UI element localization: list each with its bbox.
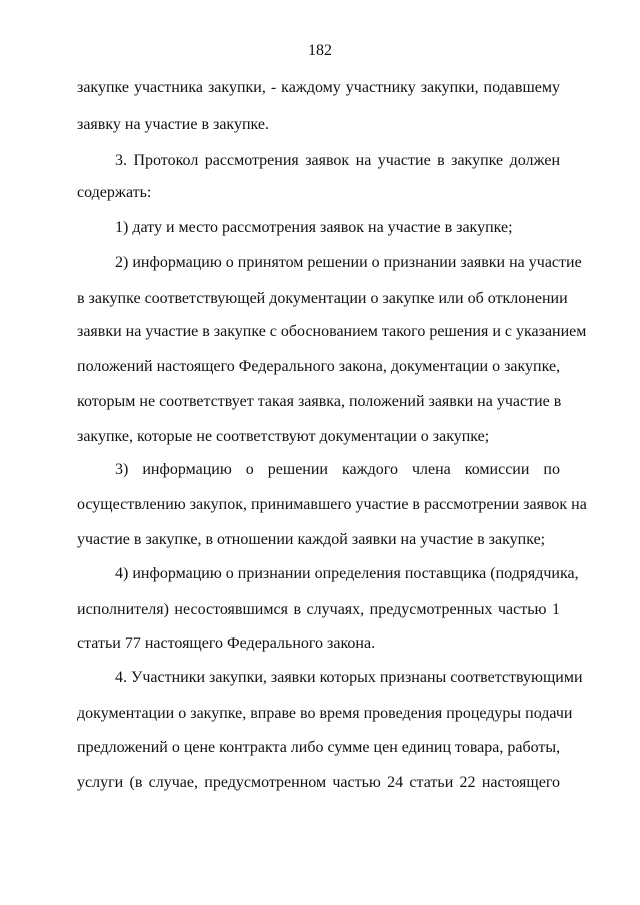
text-line: 4) информацию о признании определения поставщика (подрядчика, [115,565,579,582]
text-line: предложений о цене контракта либо сумме цен единиц товара, работы, [77,739,561,756]
text-line: участие в закупке, в отношении каждой заявки на участие в закупке; [77,531,546,548]
text-line: содержать: [77,184,152,201]
text-line: заявку на участие в закупке. [77,116,270,133]
page-number: 182 [308,42,332,59]
text-line: 1) дату и место рассмотрения заявок на участие в закупке; [115,219,513,236]
text-line: исполнителя) несостоявшимся в случаях, предусмотренных частью 1 [77,601,560,618]
text-line: осуществлению закупок, принимавшего участие в рассмотрении заявок на [77,496,587,513]
text-line: закупке участника закупки, - каждому участнику закупки, подавшему [77,79,560,96]
text-line: услуги (в случае, предусмотренном частью 24 статьи 22 настоящего [77,774,560,791]
text-line: 2) информацию о принятом решении о признании заявки на участие [115,254,582,271]
text-line: 4. Участники закупки, заявки которых признаны соответствующими [115,669,583,686]
text-line: 3. Протокол рассмотрения заявок на участие в закупке должен [115,152,560,169]
text-line: статьи 77 настоящего Федерального закона. [77,635,376,652]
text-line: заявки на участие в закупке с обоснованием такого решения и с указанием [77,323,587,340]
text-line: положений настоящего Федерального закона, документации о закупке, [77,358,561,375]
text-line: 3) информацию о решении каждого члена комиссии по [115,461,560,478]
text-line: в закупке соответствующей документации о закупке или об отклонении [77,290,568,307]
text-line: которым не соответствует такая заявка, положений заявки на участие в [77,393,562,410]
text-line: документации о закупке, вправе во время проведения процедуры подачи [77,705,573,722]
text-line: закупке, которые не соответствуют документации о закупке; [77,428,490,445]
